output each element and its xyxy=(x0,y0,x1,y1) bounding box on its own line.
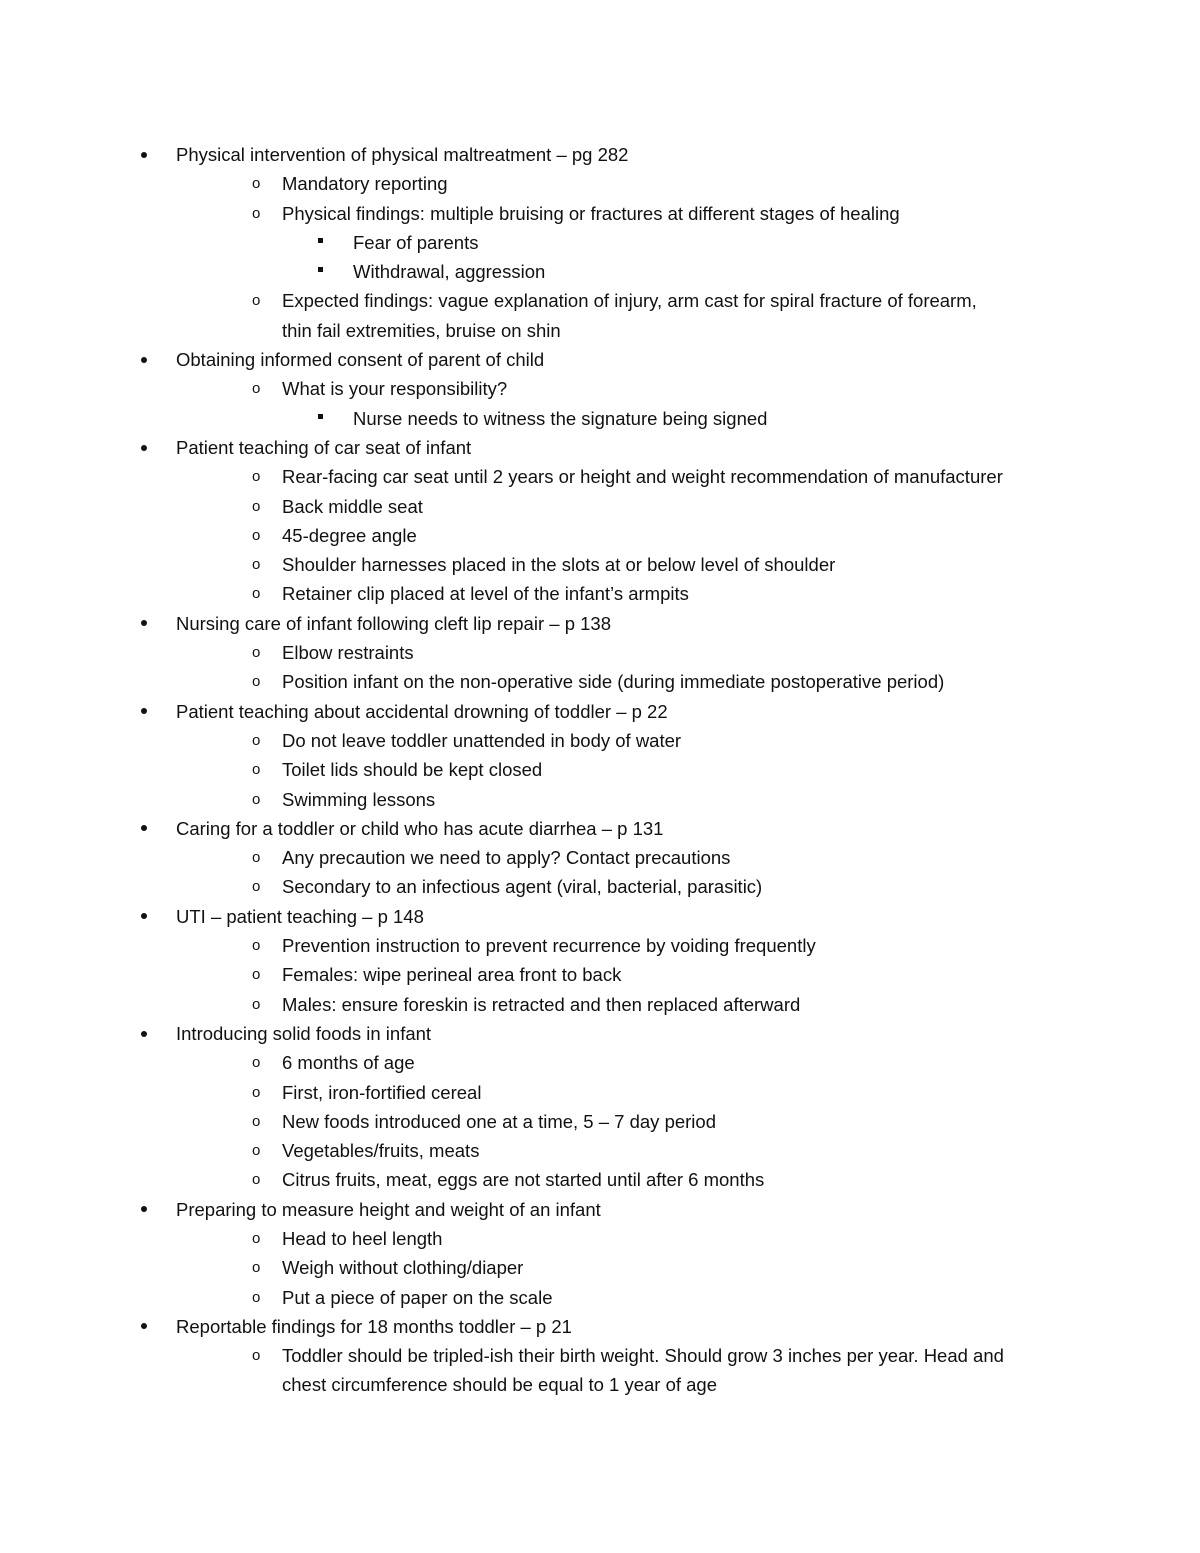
section-heading-text: Physical intervention of physical maltreatment – pg 282 xyxy=(176,144,629,165)
section-heading-text: Caring for a toddler or child who has acute diarrhea – p 131 xyxy=(176,817,664,839)
sub-bullet-marker: o xyxy=(252,1083,261,1101)
sub-bullet-marker: o xyxy=(252,673,261,691)
bullet-icon xyxy=(141,1019,153,1048)
list-item xyxy=(0,960,1200,989)
section-heading xyxy=(0,345,1200,374)
sub-list-item-text: Fear of parents xyxy=(353,231,479,253)
list-item xyxy=(0,638,1200,667)
section-heading-text: Reportable findings for 18 months toddler – p 21 xyxy=(176,1315,572,1337)
list-item xyxy=(0,1136,1200,1165)
list-item-text: Vegetables/fruits, meats xyxy=(282,1140,480,1162)
list-item-text: 6 months of age xyxy=(282,1052,415,1074)
sub-list-item xyxy=(0,257,1200,286)
sub-list-item xyxy=(0,404,1200,433)
section-heading-text: UTI – patient teaching – p 148 xyxy=(176,905,424,927)
sub-bullet-marker: o xyxy=(252,1229,261,1247)
bullet-icon xyxy=(141,433,153,462)
section-heading xyxy=(0,140,1200,169)
bullet-icon xyxy=(141,902,153,931)
list-item xyxy=(0,1283,1200,1312)
square-bullet-icon xyxy=(318,404,330,433)
list-item-text: Toilet lids should be kept closed xyxy=(282,759,543,781)
sub-bullet-marker: o xyxy=(252,1347,261,1365)
list-item-text: Expected findings: vague explanation of injury, arm cast for spiral fracture of forearm, xyxy=(282,290,977,312)
list-item xyxy=(0,1224,1200,1253)
list-item xyxy=(0,550,1200,579)
section-heading xyxy=(0,902,1200,931)
list-item xyxy=(0,199,1200,228)
list-item xyxy=(0,755,1200,784)
list-item-continuation xyxy=(0,316,1200,345)
list-item-text: 45-degree angle xyxy=(282,524,417,546)
list-item-text: Prevention instruction to prevent recurrence by voiding frequently xyxy=(282,935,816,957)
list-item xyxy=(0,1048,1200,1077)
list-item-text: Position infant on the non-operative side (during immediate postoperative period) xyxy=(282,671,945,693)
sub-bullet-marker: o xyxy=(252,1054,261,1072)
list-item xyxy=(0,785,1200,814)
list-item-text: First, iron-fortified cereal xyxy=(282,1081,482,1103)
list-item-text: Any precaution we need to apply? Contact precautions xyxy=(282,847,731,869)
section-heading xyxy=(0,814,1200,843)
section-heading-text: Nursing care of infant following cleft lip repair – p 138 xyxy=(176,612,611,634)
list-item-text: Physical findings: multiple bruising or fractures at different stages of healing xyxy=(282,202,900,224)
sub-bullet-marker: o xyxy=(252,292,261,310)
bullet-icon xyxy=(141,140,153,169)
bullet-icon xyxy=(141,1195,153,1224)
sub-bullet-marker: o xyxy=(252,1288,261,1306)
section-heading xyxy=(0,433,1200,462)
section-heading xyxy=(0,1019,1200,1048)
section-heading-text: Introducing solid foods in infant xyxy=(176,1022,432,1044)
sub-bullet-marker: o xyxy=(252,468,261,486)
sub-bullet-marker: o xyxy=(252,380,261,398)
list-item-text: Put a piece of paper on the scale xyxy=(282,1286,553,1308)
section-heading-text: Obtaining informed consent of parent of child xyxy=(176,349,545,371)
sub-bullet-marker: o xyxy=(252,790,261,808)
list-item-text: Females: wipe perineal area front to back xyxy=(282,964,622,986)
list-item xyxy=(0,931,1200,960)
square-bullet-icon xyxy=(318,257,330,286)
list-item-continuation-text: thin fail extremities, bruise on shin xyxy=(282,319,561,341)
list-item xyxy=(0,169,1200,198)
sub-bullet-marker: o xyxy=(252,731,261,749)
sub-list-item xyxy=(0,228,1200,257)
list-item xyxy=(0,843,1200,872)
list-item-text: Mandatory reporting xyxy=(282,173,448,195)
list-item-text: Swimming lessons xyxy=(282,788,436,810)
list-item-text: Secondary to an infectious agent (viral, bacterial, parasitic) xyxy=(282,876,763,898)
list-item xyxy=(0,726,1200,755)
list-item-text: Rear-facing car seat until 2 years or height and weight recommendation of manufacturer xyxy=(282,466,1003,488)
sub-bullet-marker: o xyxy=(252,175,261,193)
bullet-icon xyxy=(141,697,153,726)
list-item-text: Do not leave toddler unattended in body of water xyxy=(282,729,682,751)
sub-list-item-text: Withdrawal, aggression xyxy=(353,261,546,283)
sub-bullet-marker: o xyxy=(252,761,261,779)
section-heading xyxy=(0,697,1200,726)
bullet-icon xyxy=(141,814,153,843)
sub-bullet-marker: o xyxy=(252,497,261,515)
list-item xyxy=(0,462,1200,491)
sub-bullet-marker: o xyxy=(252,526,261,544)
sub-bullet-marker: o xyxy=(252,1112,261,1130)
list-item-continuation-text: chest circumference should be equal to 1 year of age xyxy=(282,1374,718,1396)
section-heading-text: Patient teaching of car seat of infant xyxy=(176,436,472,458)
sub-bullet-marker: o xyxy=(252,995,261,1013)
list-item xyxy=(0,990,1200,1019)
list-item-text: Weigh without clothing/diaper xyxy=(282,1257,524,1279)
sub-bullet-marker: o xyxy=(252,585,261,603)
list-item xyxy=(0,1165,1200,1194)
list-item-text: What is your responsibility? xyxy=(282,378,508,400)
sub-bullet-marker: o xyxy=(252,1259,261,1277)
list-item-continuation xyxy=(0,1370,1200,1399)
list-item-text: Shoulder harnesses placed in the slots at or below level of shoulder xyxy=(282,554,836,576)
list-item xyxy=(0,1107,1200,1136)
list-item xyxy=(0,667,1200,696)
list-item-text: Toddler should be tripled-ish their birth weight. Should grow 3 inches per year. Head and xyxy=(282,1345,1004,1367)
sub-bullet-marker: o xyxy=(252,556,261,574)
list-item-text: New foods introduced one at a time, 5 – 7 day period xyxy=(282,1110,716,1132)
sub-bullet-marker: o xyxy=(252,878,261,896)
list-item xyxy=(0,1341,1200,1370)
section-heading xyxy=(0,1312,1200,1341)
list-item xyxy=(0,1078,1200,1107)
list-item-text: Back middle seat xyxy=(282,495,423,517)
bullet-icon xyxy=(141,345,153,374)
sub-bullet-marker: o xyxy=(252,1142,261,1160)
sub-bullet-marker: o xyxy=(252,849,261,867)
sub-bullet-marker: o xyxy=(252,644,261,662)
sub-list-item-text: Nurse needs to witness the signature being signed xyxy=(353,407,768,429)
section-heading xyxy=(0,1195,1200,1224)
list-item-text: Retainer clip placed at level of the infant’s armpits xyxy=(282,583,689,605)
sub-bullet-marker: o xyxy=(252,937,261,955)
sub-bullet-marker: o xyxy=(252,966,261,984)
document-body xyxy=(0,140,1200,1400)
bullet-icon xyxy=(141,1312,153,1341)
list-item xyxy=(0,492,1200,521)
section-heading-text: Patient teaching about accidental drowning of toddler – p 22 xyxy=(176,700,668,722)
list-item xyxy=(0,286,1200,315)
list-item xyxy=(0,872,1200,901)
list-item-text: Elbow restraints xyxy=(282,642,414,664)
bullet-icon xyxy=(141,609,153,638)
section-heading-text: Preparing to measure height and weight of an infant xyxy=(176,1198,601,1220)
square-bullet-icon xyxy=(318,228,330,257)
list-item xyxy=(0,374,1200,403)
list-item-text: Head to heel length xyxy=(282,1227,443,1249)
list-item-text: Males: ensure foreskin is retracted and then replaced afterward xyxy=(282,993,801,1015)
sub-bullet-marker: o xyxy=(252,204,261,222)
section-heading xyxy=(0,609,1200,638)
sub-bullet-marker: o xyxy=(252,1171,261,1189)
list-item xyxy=(0,521,1200,550)
list-item xyxy=(0,579,1200,608)
list-item xyxy=(0,1253,1200,1282)
list-item-text: Citrus fruits, meat, eggs are not started until after 6 months xyxy=(282,1169,765,1191)
